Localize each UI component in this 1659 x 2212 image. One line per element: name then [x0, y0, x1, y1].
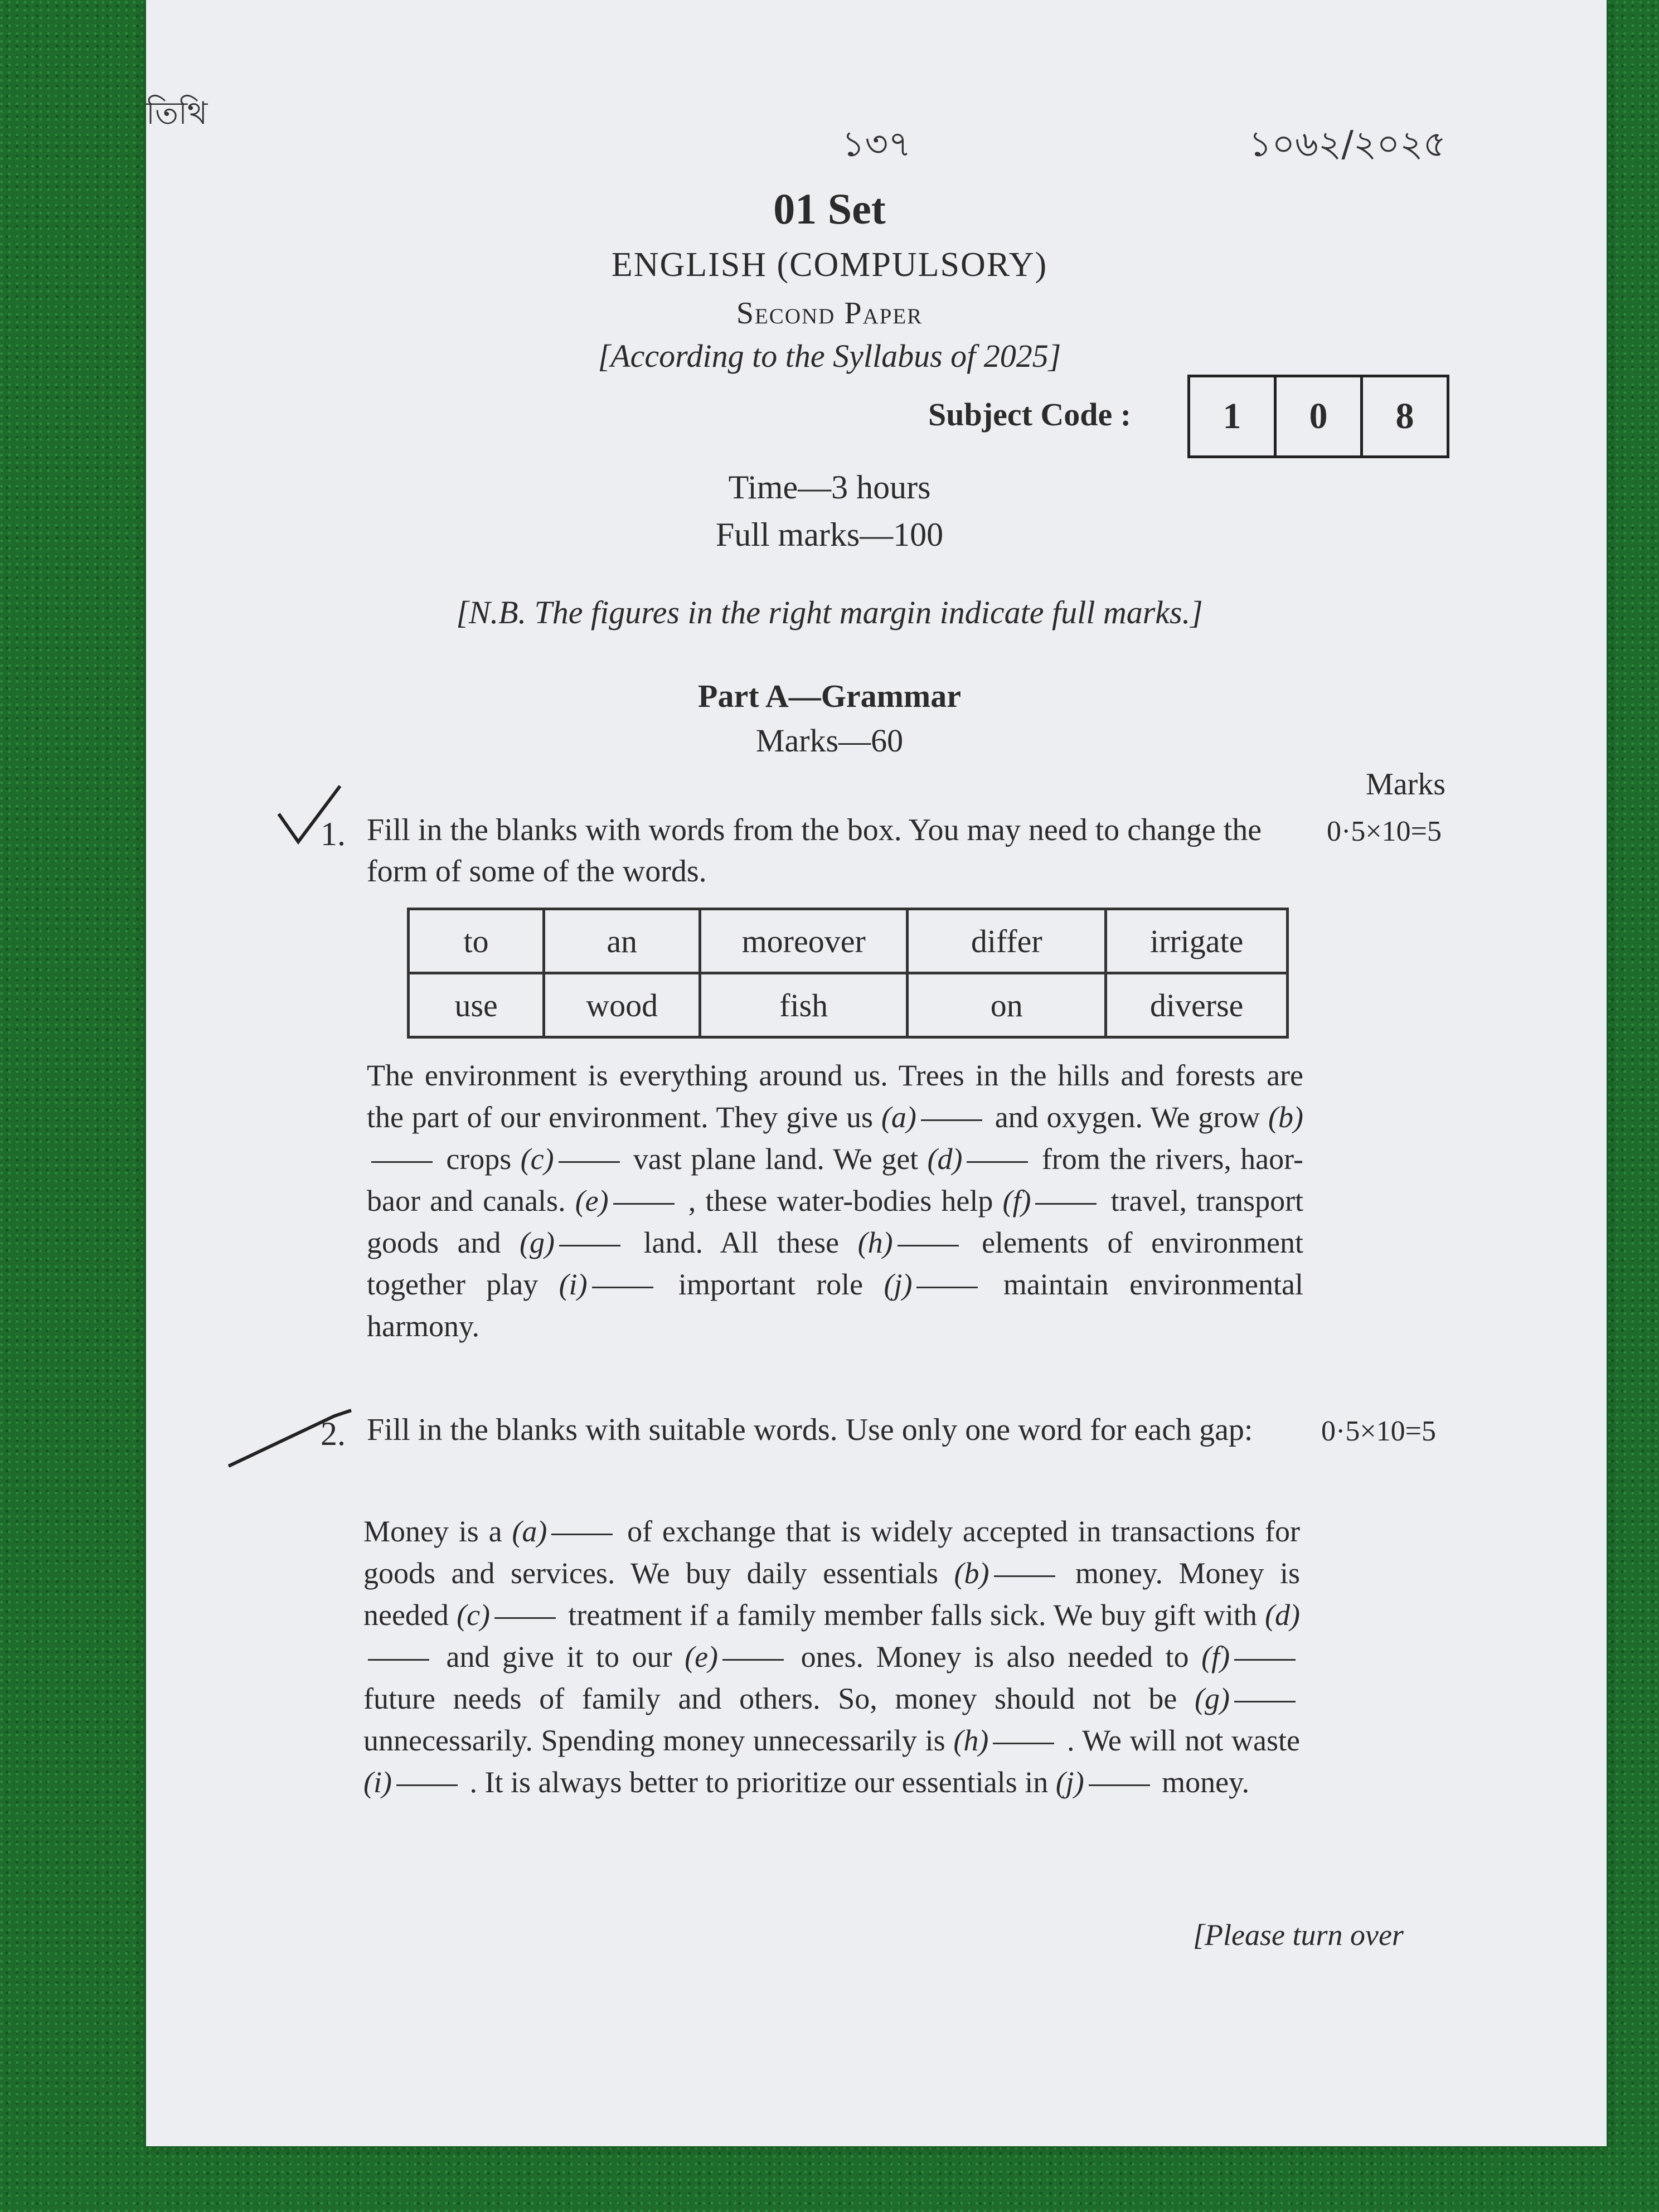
passage-text: , these water-bodies help [688, 1184, 993, 1217]
blank-label: (h) [953, 1724, 989, 1757]
blank-label: (a) [881, 1100, 916, 1134]
blank-line [898, 1245, 959, 1246]
blank-label: (j) [884, 1268, 913, 1301]
blank-line [993, 1743, 1054, 1744]
word-box [407, 908, 1289, 1039]
time-allowed: Time—3 hours [728, 469, 931, 506]
blank-label: (f) [1201, 1640, 1230, 1673]
blank-line [916, 1287, 978, 1288]
passage-text: unnecessarily. Spending money unnecessarily is [363, 1724, 945, 1757]
subject-code-box [1187, 375, 1449, 458]
subject-title: ENGLISH (COMPULSORY) [611, 246, 1048, 284]
passage-text: crops [446, 1142, 512, 1176]
handwritten-roll: ১৩৭ [842, 124, 911, 165]
word-box-cell: an [544, 909, 700, 973]
nb-note: [N.B. The figures in the right margin indicate full marks.] [456, 594, 1203, 630]
paper-name: Second Paper [736, 296, 923, 331]
passage-text: Money is a [363, 1515, 502, 1548]
blank-label: (c) [520, 1142, 554, 1176]
word-box-cell: irrigate [1106, 909, 1288, 973]
blank-line [368, 1659, 429, 1661]
full-marks: Full marks—100 [715, 516, 944, 553]
passage-text: and oxygen. We grow [995, 1100, 1260, 1134]
blank-label: (h) [857, 1226, 893, 1259]
blank-label: (d) [1265, 1598, 1301, 1632]
blank-line [994, 1575, 1055, 1577]
passage-text: land. All these [643, 1226, 840, 1259]
question-number: 2. [321, 1415, 346, 1452]
blank-line [921, 1119, 982, 1121]
blank-label: (b) [1268, 1100, 1304, 1134]
passage-text: ones. Money is also needed to [801, 1640, 1189, 1673]
syllabus-note: [According to the Syllabus of 2025] [598, 338, 1061, 374]
blank-line [1234, 1659, 1296, 1661]
handwritten-name: তিথি [146, 95, 208, 132]
passage-text: treatment if a family member falls sick. We buy gift with [568, 1598, 1257, 1632]
passage-text: vast plane land. We get [633, 1142, 919, 1176]
blank-line [722, 1659, 784, 1661]
blank-line [592, 1287, 653, 1288]
subject-code-label: Subject Code : [928, 396, 1132, 433]
passage-text: The environment is everything around us. Trees in the hills and forests are the part of our environment. They give us [367, 1059, 1303, 1134]
passage-q2 [363, 1511, 1300, 1803]
blank-line [967, 1161, 1028, 1163]
handwritten-registration: ১০৬২/২০২৫ [1249, 124, 1447, 165]
question-marks: 0·5×10=5 [1327, 816, 1442, 847]
passage-text: and give it to our [446, 1640, 672, 1673]
word-box-cell: on [908, 973, 1106, 1037]
question-marks: 0·5×10=5 [1321, 1415, 1436, 1447]
set-label: 01 Set [773, 185, 886, 233]
passage-q1 [367, 1055, 1303, 1347]
blank-label: (j) [1055, 1765, 1084, 1799]
blank-line [1089, 1784, 1150, 1786]
passage-text: travel, transport goods and [367, 1184, 1304, 1259]
word-box-row [409, 973, 1288, 1037]
subject-code-digit: 8 [1395, 396, 1414, 436]
blank-line [494, 1617, 556, 1619]
blank-line [396, 1784, 458, 1786]
blank-label: (d) [927, 1142, 963, 1176]
passage-text: money. [1162, 1765, 1250, 1799]
passage-text: from the rivers, haor-baor and canals. [367, 1142, 1304, 1217]
word-box-cell: differ [908, 909, 1106, 973]
word-box-cell: fish [700, 973, 908, 1037]
blank-line [559, 1245, 620, 1246]
subject-code-digit: 1 [1190, 377, 1277, 455]
blank-line [559, 1161, 620, 1163]
blank-label: (c) [457, 1598, 491, 1632]
word-box-cell: to [409, 909, 544, 973]
blank-label: (f) [1002, 1184, 1031, 1217]
question-number: 1. [321, 816, 346, 852]
word-box-cell: use [409, 973, 544, 1037]
blank-line [1234, 1701, 1296, 1702]
part-marks: Marks—60 [755, 722, 904, 759]
passage-text: maintain environmental harmony. [367, 1268, 1303, 1343]
passage-text: elements of environment together play [367, 1226, 1303, 1301]
blank-label: (g) [1195, 1682, 1230, 1715]
blank-label: (i) [363, 1765, 392, 1799]
marks-column-heading: Marks [1366, 767, 1446, 802]
word-box-cell: diverse [1106, 973, 1288, 1037]
blank-label: (a) [512, 1515, 547, 1548]
blank-line [551, 1534, 613, 1535]
subject-code-digit: 0 [1277, 377, 1363, 455]
word-box-cell: moreover [700, 909, 908, 973]
passage-text: . We will not waste [1067, 1724, 1300, 1757]
blank-label: (b) [954, 1556, 989, 1590]
blank-line [1035, 1203, 1097, 1205]
passage-text: important role [678, 1268, 864, 1301]
word-box-cell: wood [544, 973, 700, 1037]
blank-label: (i) [559, 1268, 588, 1301]
part-title: Part A—Grammar [698, 678, 961, 714]
question-instruction: Fill in the blanks with words from the box. You may need to change the form of some of the words. [367, 813, 1262, 889]
blank-line [371, 1161, 433, 1163]
passage-text: of exchange that is widely accepted in transactions for goods and services. We buy daily essentials [363, 1515, 1301, 1590]
blank-line [613, 1203, 675, 1205]
question-instruction: Fill in the blanks with suitable words. Use only one word for each gap: [367, 1413, 1253, 1447]
blank-label: (e) [575, 1184, 609, 1217]
passage-text: money. Money is needed [363, 1556, 1301, 1632]
passage-text: . It is always better to prioritize our essentials in [469, 1765, 1049, 1799]
passage-text: future needs of family and others. So, money should not be [363, 1682, 1177, 1715]
blank-label: (g) [520, 1226, 555, 1259]
please-turn-over: [Please turn over [1193, 1918, 1404, 1952]
word-box-row [409, 909, 1288, 973]
blank-label: (e) [685, 1640, 719, 1673]
